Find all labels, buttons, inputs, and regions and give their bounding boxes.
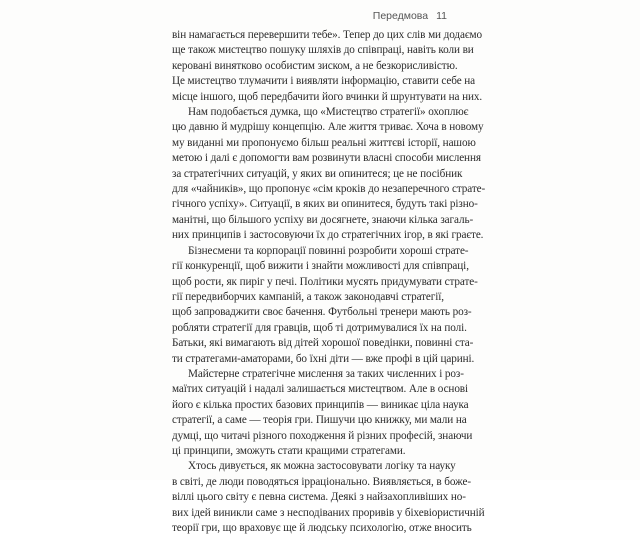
text-line: віллі цього світу є певна система. Деякі з найзахопливіших но- <box>172 491 466 504</box>
page-number: 11 <box>436 10 447 22</box>
text-line: Майстерне стратегічне мислення за таких численних і роз- <box>188 367 464 380</box>
text-line: робляти стратегії для гравців, щоб ті дотримувалися їх на полі. <box>172 321 467 334</box>
text-line: маїтих ситуацій і надалі залишається мистецтвом. Але в основі <box>172 383 469 396</box>
text-line: в світі, де люди поводяться ірраціонально. Виявляється, в боже- <box>172 475 472 488</box>
text-line: цю давню й мудрішу концепцію. Але життя триває. Хоча в новому <box>172 121 484 134</box>
text-line: його є кілька простих базових принципів — виникає ціла наука <box>172 398 469 411</box>
text-line: гії конкуренції, щоб вижити і знайти можливості для співпраці, <box>172 260 469 273</box>
text-line: ти стратегами-аматорами, бо їхні діти — вже профі в цій царині. <box>172 352 475 365</box>
text-line: манітні, що більшого успіху ви досягнете, знаючи кілька загаль- <box>172 213 474 226</box>
text-line: метою і далі є допомогти вам розвинути власні способи мислення <box>172 152 481 165</box>
text-line: теорії гри, що враховує ще й людську психологію, отже вносить <box>172 522 472 534</box>
text-line: вих ідей виникли саме з несподіваних проривів у біхевіористичній <box>172 506 485 519</box>
text-line: ще також мистецтво пошуку шляхів до співпраці, навіть коли ви <box>172 44 474 57</box>
section-title: Передмова <box>372 10 429 22</box>
text-line: гічного успіху». Ситуації, в яких ви опинитеся, будуть такі різно- <box>172 198 478 211</box>
body-text <box>172 28 486 536</box>
text-line: гії передвиборчих кампаній, а також законодавчі стратегії, <box>172 290 445 303</box>
text-line: він намагається перевершити тебе». Тепер до цих слів ми додаємо <box>172 29 483 41</box>
text-line: для «чайників», що пропонує «сім кроків до незаперечного страте- <box>172 183 486 196</box>
text-line: них принципів і застосовуючи їх до стратегічних ігор, в які граєте. <box>172 229 484 242</box>
text-line: Бізнесмени та корпорації повинні розробити хороші страте- <box>188 244 469 257</box>
text-line: щоб запроваджити своє бачення. Футбольні тренери мають роз- <box>172 306 472 319</box>
text-line: Хтось дивується, як можна застосовувати логіку та науку <box>188 460 456 473</box>
text-line: Батьки, які вимагають від дітей хорошої поведінки, повинні ста- <box>172 337 474 350</box>
text-line: му виданні ми пропонуємо більш реальні життєві історії, нашою <box>172 136 476 149</box>
text-line: Нам подобається думка, що «Мистецтво стратегії» охоплює <box>188 106 469 119</box>
text-line: ці принципи, зможуть стати кращими стратегами. <box>172 444 406 457</box>
text-line: Це мистецтво тлумачити і виявляти інформацію, ставити себе на <box>172 75 476 88</box>
text-line: за стратегічних ситуацій, у яких ви опинитеся; це не посібник <box>172 167 463 180</box>
text-line: думці, що читачі різного походження й різних професій, знаючи <box>172 429 473 442</box>
text-line: стратегії, а саме — теорія гри. Пишучи цю книжку, ми мали на <box>172 414 467 427</box>
running-header <box>373 10 447 22</box>
text-line: керовані винятково особистим зиском, а не безкорисливістю. <box>172 59 458 72</box>
text-line: місце іншого, щоб передбачити його вчинки й шрунтувати на них. <box>172 90 483 103</box>
text-line: щоб рости, як пиріг у печі. Політики мусять придумувати страте- <box>172 275 478 288</box>
